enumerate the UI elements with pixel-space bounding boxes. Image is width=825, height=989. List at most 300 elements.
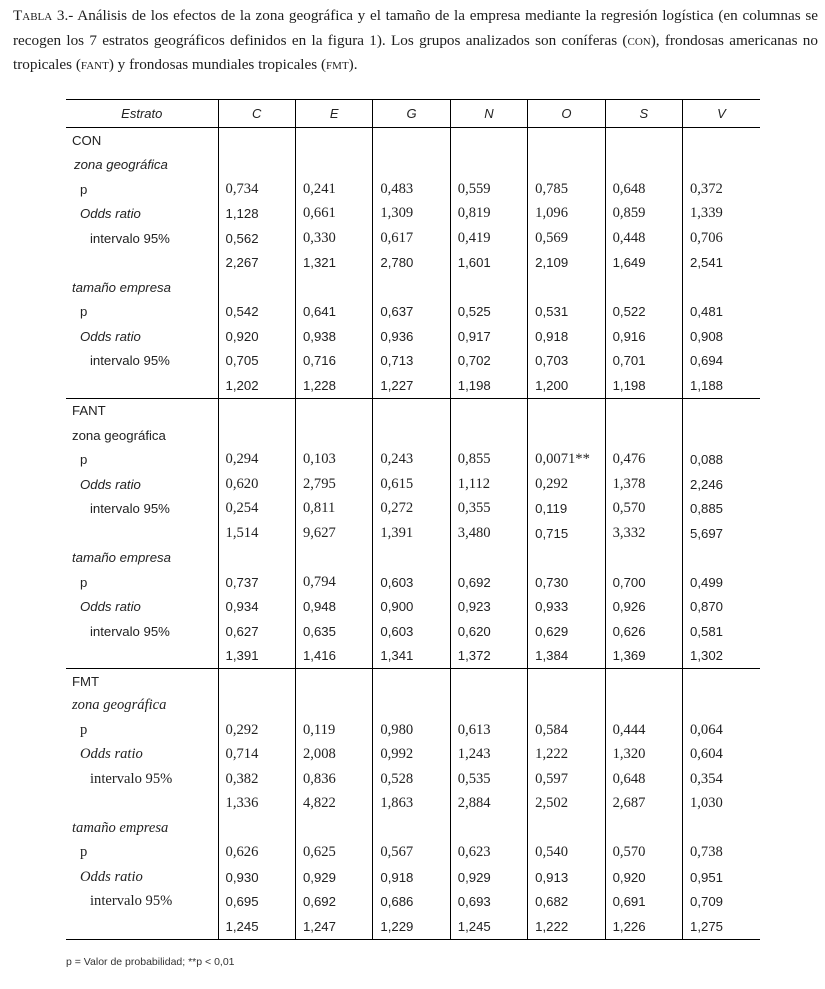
value-cell: 1,336 xyxy=(218,792,295,817)
value-cell: 0,885 xyxy=(682,497,760,522)
value-cell: 1,243 xyxy=(450,743,527,768)
empty-cell xyxy=(528,153,605,178)
empty-cell xyxy=(373,816,450,841)
value-cell: 3,480 xyxy=(450,521,527,546)
value-cell: 1,188 xyxy=(682,373,760,398)
value-cell: 0,693 xyxy=(450,890,527,915)
row-label: intervalo 95% xyxy=(90,353,170,369)
empty-cell xyxy=(605,275,682,300)
value-cell: 0,836 xyxy=(295,767,372,792)
empty-cell xyxy=(682,816,760,841)
value-cell: 0,292 xyxy=(218,718,295,743)
empty-cell xyxy=(528,816,605,841)
value-cell: 0,900 xyxy=(373,595,450,620)
empty-cell xyxy=(450,275,527,300)
value-cell: 0,929 xyxy=(295,865,372,890)
empty-cell xyxy=(218,423,295,448)
value-cell: 0,859 xyxy=(605,202,682,227)
value-cell: 0,570 xyxy=(605,497,682,522)
value-cell: 0,661 xyxy=(295,202,372,227)
value-cell: 0,929 xyxy=(450,865,527,890)
header-e: E xyxy=(295,100,372,128)
section-label: zona geográfica xyxy=(74,157,168,173)
value-cell: 1,229 xyxy=(373,914,450,939)
row-label: Odds ratio xyxy=(80,328,141,344)
value-cell: 0,542 xyxy=(218,300,295,325)
value-cell: 2,246 xyxy=(682,472,760,497)
group-name: FANT xyxy=(72,403,106,419)
value-cell: 0,531 xyxy=(528,300,605,325)
value-cell: 0,569 xyxy=(528,226,605,251)
value-cell: 0,686 xyxy=(373,890,450,915)
empty-cell xyxy=(528,275,605,300)
table-caption: Tabla 3.- Análisis de los efectos de la zona geográfica y el tamaño de la empresa mediante la regresión logística (en columnas se recogen los 7 estratos geográficos definidos en la figura 1). Los grupos analizados son coníferas (con), frondosas americanas no tropicales (fant) y frondosas mundiales tropicales (fmt). xyxy=(13,7,819,73)
value-cell: 0,794 xyxy=(295,570,372,595)
value-cell: 1,321 xyxy=(295,251,372,276)
value-cell: 0,648 xyxy=(605,767,682,792)
value-cell: 0,626 xyxy=(605,619,682,644)
ci-upper-row xyxy=(66,792,760,817)
value-cell: 0,948 xyxy=(295,595,372,620)
section-row xyxy=(66,275,760,300)
empty-cell xyxy=(295,816,372,841)
value-cell: 0,294 xyxy=(218,448,295,473)
row-label xyxy=(66,521,218,546)
value-cell: 0,254 xyxy=(218,497,295,522)
empty-cell xyxy=(218,546,295,571)
value-cell: 0,617 xyxy=(373,226,450,251)
value-cell: 1,378 xyxy=(605,472,682,497)
empty-cell xyxy=(295,153,372,178)
empty-cell xyxy=(295,275,372,300)
row-label: Odds ratio xyxy=(80,746,143,763)
ci-upper-row xyxy=(66,251,760,276)
value-cell: 0,382 xyxy=(218,767,295,792)
value-cell: 0,292 xyxy=(528,472,605,497)
value-cell: 0,444 xyxy=(605,718,682,743)
p-value-row xyxy=(66,448,760,473)
empty-cell xyxy=(450,398,527,423)
row-label xyxy=(66,644,218,669)
value-cell: 0,119 xyxy=(528,497,605,522)
group-row xyxy=(66,128,760,153)
value-cell: 0,119 xyxy=(295,718,372,743)
value-cell: 2,502 xyxy=(528,792,605,817)
header-row xyxy=(66,100,760,128)
empty-cell xyxy=(528,128,605,153)
section-label: tamaño empresa xyxy=(72,819,169,836)
value-cell: 0,701 xyxy=(605,349,682,374)
ci-upper-row xyxy=(66,373,760,398)
section-row xyxy=(66,694,760,719)
value-cell: 1,202 xyxy=(218,373,295,398)
value-cell: 1,320 xyxy=(605,743,682,768)
odds-ratio-row xyxy=(66,202,760,227)
empty-cell xyxy=(605,153,682,178)
value-cell: 0,626 xyxy=(218,841,295,866)
row-label xyxy=(66,914,218,939)
empty-cell xyxy=(295,128,372,153)
ci-upper-row xyxy=(66,521,760,546)
row-label: p xyxy=(80,452,88,468)
value-cell: 0,691 xyxy=(605,890,682,915)
p-value-row xyxy=(66,300,760,325)
value-cell: 0,372 xyxy=(682,177,760,202)
value-cell: 0,603 xyxy=(373,570,450,595)
value-cell: 1,247 xyxy=(295,914,372,939)
empty-cell xyxy=(682,669,760,694)
value-cell: 0,088 xyxy=(682,448,760,473)
row-label: intervalo 95% xyxy=(90,230,170,246)
empty-cell xyxy=(218,669,295,694)
header-g: G xyxy=(373,100,450,128)
empty-cell xyxy=(218,128,295,153)
value-cell: 1,384 xyxy=(528,644,605,669)
value-cell: 1,128 xyxy=(218,202,295,227)
header-v: V xyxy=(682,100,760,128)
empty-cell xyxy=(373,275,450,300)
empty-cell xyxy=(295,398,372,423)
value-cell: 0,476 xyxy=(605,448,682,473)
value-cell: 0,613 xyxy=(450,718,527,743)
value-cell: 0,419 xyxy=(450,226,527,251)
value-cell: 0,525 xyxy=(450,300,527,325)
value-cell: 1,649 xyxy=(605,251,682,276)
value-cell: 4,822 xyxy=(295,792,372,817)
value-cell: 0,926 xyxy=(605,595,682,620)
row-label: p xyxy=(80,181,88,197)
group-row xyxy=(66,669,760,694)
value-cell: 0,241 xyxy=(295,177,372,202)
value-cell: 0,913 xyxy=(528,865,605,890)
row-label: p xyxy=(80,574,88,590)
empty-cell xyxy=(218,275,295,300)
row-label xyxy=(66,792,218,817)
ci-lower-row xyxy=(66,890,760,915)
empty-cell xyxy=(605,816,682,841)
empty-cell xyxy=(682,423,760,448)
value-cell: 3,332 xyxy=(605,521,682,546)
value-cell: 0,917 xyxy=(450,324,527,349)
abbr-fmt: fmt xyxy=(326,56,349,73)
value-cell: 0,703 xyxy=(528,349,605,374)
row-label: Odds ratio xyxy=(80,476,141,492)
value-cell: 0,597 xyxy=(528,767,605,792)
row-label: Odds ratio xyxy=(80,206,141,222)
value-cell: 0,243 xyxy=(373,448,450,473)
value-cell: 0,916 xyxy=(605,324,682,349)
value-cell: 0,785 xyxy=(528,177,605,202)
empty-cell xyxy=(373,398,450,423)
value-cell: 0,737 xyxy=(218,570,295,595)
value-cell: 1,198 xyxy=(605,373,682,398)
value-cell: 0,627 xyxy=(218,619,295,644)
empty-cell xyxy=(682,153,760,178)
value-cell: 1,339 xyxy=(682,202,760,227)
caption-label: Tabla 3.- xyxy=(13,7,74,24)
row-label: intervalo 95% xyxy=(90,501,170,517)
row-label: Odds ratio xyxy=(80,599,141,615)
value-cell: 0,730 xyxy=(528,570,605,595)
value-cell: 0,920 xyxy=(605,865,682,890)
value-cell: 0,355 xyxy=(450,497,527,522)
empty-cell xyxy=(528,423,605,448)
header-s: S xyxy=(605,100,682,128)
empty-cell xyxy=(373,669,450,694)
value-cell: 2,884 xyxy=(450,792,527,817)
value-cell: 1,222 xyxy=(528,914,605,939)
p-value-row xyxy=(66,570,760,595)
value-cell: 0,713 xyxy=(373,349,450,374)
section-row xyxy=(66,153,760,178)
empty-cell xyxy=(218,694,295,719)
value-cell: 0,918 xyxy=(373,865,450,890)
empty-cell xyxy=(450,128,527,153)
value-cell: 0,604 xyxy=(682,743,760,768)
value-cell: 1,309 xyxy=(373,202,450,227)
value-cell: 0,540 xyxy=(528,841,605,866)
value-cell: 0,706 xyxy=(682,226,760,251)
row-label: p xyxy=(80,721,88,738)
empty-cell xyxy=(682,546,760,571)
value-cell: 0,855 xyxy=(450,448,527,473)
ci-lower-row xyxy=(66,497,760,522)
value-cell: 0,584 xyxy=(528,718,605,743)
empty-cell xyxy=(605,694,682,719)
empty-cell xyxy=(218,398,295,423)
value-cell: 0,734 xyxy=(218,177,295,202)
value-cell: 1,391 xyxy=(373,521,450,546)
value-cell: 0,272 xyxy=(373,497,450,522)
section-label: zona geográfica xyxy=(72,427,166,443)
value-cell: 0,934 xyxy=(218,595,295,620)
value-cell: 0,870 xyxy=(682,595,760,620)
value-cell: 0,625 xyxy=(295,841,372,866)
value-cell: 1,863 xyxy=(373,792,450,817)
value-cell: 0,700 xyxy=(605,570,682,595)
value-cell: 0,535 xyxy=(450,767,527,792)
header-o: O xyxy=(528,100,605,128)
empty-cell xyxy=(605,546,682,571)
value-cell: 1,200 xyxy=(528,373,605,398)
empty-cell xyxy=(450,423,527,448)
section-row xyxy=(66,423,760,448)
value-cell: 1,226 xyxy=(605,914,682,939)
section-row xyxy=(66,546,760,571)
empty-cell xyxy=(450,694,527,719)
value-cell: 0,936 xyxy=(373,324,450,349)
ci-upper-row xyxy=(66,914,760,939)
odds-ratio-row xyxy=(66,472,760,497)
value-cell: 1,228 xyxy=(295,373,372,398)
value-cell: 0,354 xyxy=(682,767,760,792)
value-cell: 2,267 xyxy=(218,251,295,276)
value-cell: 0,705 xyxy=(218,349,295,374)
odds-ratio-row xyxy=(66,595,760,620)
value-cell: 0,635 xyxy=(295,619,372,644)
value-cell: 0,738 xyxy=(682,841,760,866)
value-cell: 0,330 xyxy=(295,226,372,251)
row-label: Odds ratio xyxy=(80,868,143,885)
empty-cell xyxy=(605,669,682,694)
odds-ratio-row xyxy=(66,743,760,768)
section-label: tamaño empresa xyxy=(72,550,171,566)
group-name: CON xyxy=(72,132,102,148)
value-cell: 1,227 xyxy=(373,373,450,398)
value-cell: 0,715 xyxy=(528,521,605,546)
value-cell: 0,918 xyxy=(528,324,605,349)
empty-cell xyxy=(528,398,605,423)
empty-cell xyxy=(450,153,527,178)
value-cell: 1,391 xyxy=(218,644,295,669)
value-cell: 0,603 xyxy=(373,619,450,644)
value-cell: 0,951 xyxy=(682,865,760,890)
value-cell: 0,692 xyxy=(295,890,372,915)
value-cell: 0,641 xyxy=(295,300,372,325)
row-label: intervalo 95% xyxy=(90,623,170,639)
empty-cell xyxy=(218,153,295,178)
empty-cell xyxy=(605,128,682,153)
value-cell: 0,920 xyxy=(218,324,295,349)
abbr-con: con xyxy=(627,31,651,49)
row-label: p xyxy=(80,304,88,320)
value-cell: 2,795 xyxy=(295,472,372,497)
empty-cell xyxy=(373,153,450,178)
value-cell: 5,697 xyxy=(682,521,760,546)
value-cell: 1,416 xyxy=(295,644,372,669)
value-cell: 1,275 xyxy=(682,914,760,939)
odds-ratio-row xyxy=(66,865,760,890)
value-cell: 0,562 xyxy=(218,226,295,251)
p-value-row xyxy=(66,177,760,202)
empty-cell xyxy=(528,669,605,694)
value-cell: 0,694 xyxy=(682,349,760,374)
empty-cell xyxy=(528,546,605,571)
value-cell: 0,692 xyxy=(450,570,527,595)
group-row xyxy=(66,398,760,423)
value-cell: 0,819 xyxy=(450,202,527,227)
value-cell: 0,648 xyxy=(605,177,682,202)
empty-cell xyxy=(295,423,372,448)
empty-cell xyxy=(295,546,372,571)
value-cell: 0,714 xyxy=(218,743,295,768)
value-cell: 0,448 xyxy=(605,226,682,251)
value-cell: 0,938 xyxy=(295,324,372,349)
empty-cell xyxy=(373,423,450,448)
value-cell: 0,709 xyxy=(682,890,760,915)
value-cell: 0,629 xyxy=(528,619,605,644)
empty-cell xyxy=(218,816,295,841)
abbr-fant: fant xyxy=(80,56,109,73)
value-cell: 1,245 xyxy=(450,914,527,939)
empty-cell xyxy=(682,398,760,423)
empty-cell xyxy=(295,694,372,719)
value-cell: 2,687 xyxy=(605,792,682,817)
value-cell: 0,695 xyxy=(218,890,295,915)
value-cell: 1,514 xyxy=(218,521,295,546)
empty-cell xyxy=(682,694,760,719)
group-name: FMT xyxy=(72,673,100,689)
value-cell: 0,559 xyxy=(450,177,527,202)
value-cell: 1,112 xyxy=(450,472,527,497)
value-cell: 1,369 xyxy=(605,644,682,669)
value-cell: 0,811 xyxy=(295,497,372,522)
section-label: zona geográfica xyxy=(72,697,167,714)
ci-lower-row xyxy=(66,619,760,644)
empty-cell xyxy=(528,694,605,719)
empty-cell xyxy=(450,669,527,694)
value-cell: 0,980 xyxy=(373,718,450,743)
value-cell: 0,637 xyxy=(373,300,450,325)
value-cell: 0,615 xyxy=(373,472,450,497)
value-cell: 0,992 xyxy=(373,743,450,768)
value-cell: 9,627 xyxy=(295,521,372,546)
value-cell: 1,302 xyxy=(682,644,760,669)
value-cell: 2,541 xyxy=(682,251,760,276)
value-cell: 1,198 xyxy=(450,373,527,398)
row-label: p xyxy=(80,844,88,861)
logistic-regression-table xyxy=(66,99,760,940)
row-label xyxy=(66,251,218,276)
value-cell: 0,567 xyxy=(373,841,450,866)
empty-cell xyxy=(605,398,682,423)
value-cell: 0,620 xyxy=(218,472,295,497)
value-cell: 1,245 xyxy=(218,914,295,939)
value-cell: 2,780 xyxy=(373,251,450,276)
value-cell: 0,570 xyxy=(605,841,682,866)
empty-cell xyxy=(450,546,527,571)
value-cell: 0,933 xyxy=(528,595,605,620)
value-cell: 0,064 xyxy=(682,718,760,743)
ci-lower-row xyxy=(66,349,760,374)
odds-ratio-row xyxy=(66,324,760,349)
value-cell: 1,030 xyxy=(682,792,760,817)
empty-cell xyxy=(373,694,450,719)
empty-cell xyxy=(295,669,372,694)
value-cell: 0,0071** xyxy=(528,448,605,473)
value-cell: 0,923 xyxy=(450,595,527,620)
p-value-row xyxy=(66,841,760,866)
ci-lower-row xyxy=(66,226,760,251)
empty-cell xyxy=(605,423,682,448)
value-cell: 0,716 xyxy=(295,349,372,374)
footnote: p = Valor de probabilidad; **p < 0,01 xyxy=(66,956,235,968)
value-cell: 0,682 xyxy=(528,890,605,915)
header-estrato: Estrato xyxy=(66,100,218,128)
value-cell: 0,481 xyxy=(682,300,760,325)
empty-cell xyxy=(373,546,450,571)
value-cell: 1,222 xyxy=(528,743,605,768)
empty-cell xyxy=(373,128,450,153)
value-cell: 1,341 xyxy=(373,644,450,669)
ci-lower-row xyxy=(66,767,760,792)
value-cell: 0,623 xyxy=(450,841,527,866)
value-cell: 0,528 xyxy=(373,767,450,792)
section-row xyxy=(66,816,760,841)
ci-upper-row xyxy=(66,644,760,669)
empty-cell xyxy=(450,816,527,841)
value-cell: 2,008 xyxy=(295,743,372,768)
value-cell: 0,483 xyxy=(373,177,450,202)
value-cell: 1,601 xyxy=(450,251,527,276)
value-cell: 0,103 xyxy=(295,448,372,473)
value-cell: 1,096 xyxy=(528,202,605,227)
value-cell: 0,522 xyxy=(605,300,682,325)
row-label: intervalo 95% xyxy=(90,893,173,910)
value-cell: 2,109 xyxy=(528,251,605,276)
empty-cell xyxy=(682,275,760,300)
section-label: tamaño empresa xyxy=(72,279,171,295)
